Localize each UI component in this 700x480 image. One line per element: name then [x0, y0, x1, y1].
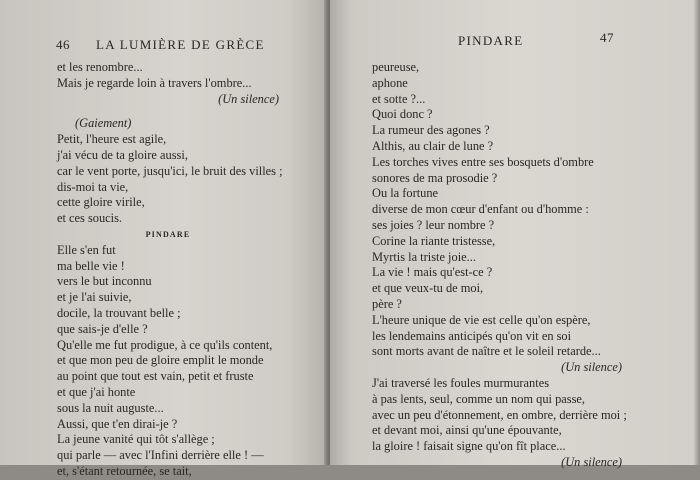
page-number: 47 — [600, 30, 614, 45]
running-head: LA LUMIÈRE DE GRÈCE — [96, 37, 265, 52]
verse-line: et devant moi, ainsi qu'une épouvante, — [372, 423, 562, 438]
verse-line: Myrtis la triste joie... — [372, 249, 476, 264]
verse-line: Aussi, que t'en dirai-je ? — [57, 416, 178, 431]
verse-line: sonores de ma prosodie ? — [372, 170, 498, 185]
right-text-block — [360, 60, 627, 471]
speaker-name: PINDARE — [145, 229, 191, 239]
verse-line: aphone — [372, 75, 408, 90]
page-edge — [694, 0, 700, 465]
verse-line: que sais-je d'elle ? — [57, 321, 148, 336]
verse-line: ma belle vie ! — [57, 258, 125, 273]
verse-line: et que j'ai honte — [57, 384, 136, 399]
verse-line: sous la nuit auguste... — [57, 400, 164, 415]
verse-line: les lendemains anticipés qu'on vit en soi — [372, 328, 572, 343]
verse-line: à pas lents, seul, comme un nom qui passe, — [372, 391, 586, 406]
verse-line: avec un peu d'étonnement, en ombre, derrière moi ; — [372, 407, 627, 422]
verse-line: et que mon peu de gloire emplit le monde — [57, 353, 264, 368]
verse-line: Quoi donc ? — [372, 107, 433, 122]
stage-direction: (Un silence) — [218, 91, 279, 106]
verse-line: Petit, l'heure est agile, — [57, 132, 167, 147]
verse-line: Althis, au clair de lune ? — [372, 138, 494, 153]
left-text-block — [57, 60, 283, 480]
verse-line: dis-moi ta vie, — [57, 179, 129, 194]
verse-line: Mais je regarde loin à travers l'ombre... — [57, 75, 252, 90]
verse-line: au point que tout est vain, petit et fruste — [57, 369, 254, 384]
verse-line: vers le but inconnu — [57, 274, 152, 289]
verse-line: La vie ! mais qu'est-ce ? — [372, 265, 493, 280]
verse-line: La rumeur des agones ? — [372, 123, 490, 138]
verse-line: Corine la riante tristesse, — [372, 233, 496, 248]
verse-line: docile, la trouvant belle ; — [57, 305, 181, 320]
right-page — [330, 0, 700, 469]
verse-line: la gloire ! faisait signe qu'on fît place... — [372, 439, 566, 454]
verse-line: La jeune vanité qui tôt s'allège ; — [57, 432, 215, 447]
verse-line: L'heure unique de vie est celle qu'on espère, — [372, 312, 591, 327]
stage-direction: (Un silence) — [561, 454, 622, 469]
verse-line: J'ai traversé les foules murmurantes — [372, 375, 550, 390]
verse-line: et sotte ?... — [372, 91, 426, 106]
verse-line: cette gloire virile, — [57, 195, 145, 210]
verse-line: père ? — [372, 296, 402, 311]
verse-line: qui parle — avec l'Infini derrière elle ! — — [57, 448, 264, 463]
verse-line: sont morts avant de naître et le soleil retarde... — [372, 344, 601, 359]
verse-line: et que veux-tu de moi, — [372, 281, 484, 296]
left-page — [0, 0, 328, 478]
verse-line: Les torches vives entre ses bosquets d'ombre — [372, 154, 594, 169]
verse-line: Qu'elle me fut prodigue, à ce qu'ils content, — [57, 337, 273, 352]
page-number: 46 — [56, 37, 70, 52]
running-head: PINDARE — [458, 33, 524, 48]
verse-line: et, s'étant retournée, se tait, — [57, 463, 192, 478]
verse-line: car le vent porte, jusqu'ici, le bruit des villes ; — [57, 163, 283, 178]
verse-line: et les renombre... — [57, 60, 143, 74]
verse-line: ses joies ? leur nombre ? — [372, 217, 495, 232]
stage-direction: (Gaiement) — [75, 116, 132, 131]
verse-line: peureuse, — [372, 60, 420, 74]
verse-line: Ou la fortune — [372, 186, 439, 201]
verse-line: diverse de mon cœur d'enfant ou d'homme : — [372, 202, 589, 217]
verse-line: et je l'ai suivie, — [57, 290, 132, 305]
stage-direction: (Un silence) — [561, 360, 622, 375]
verse-line: Elle s'en fut — [57, 242, 116, 257]
verse-line: j'ai vécu de ta gloire aussi, — [57, 147, 188, 162]
verse-line: et ces soucis. — [57, 211, 123, 226]
